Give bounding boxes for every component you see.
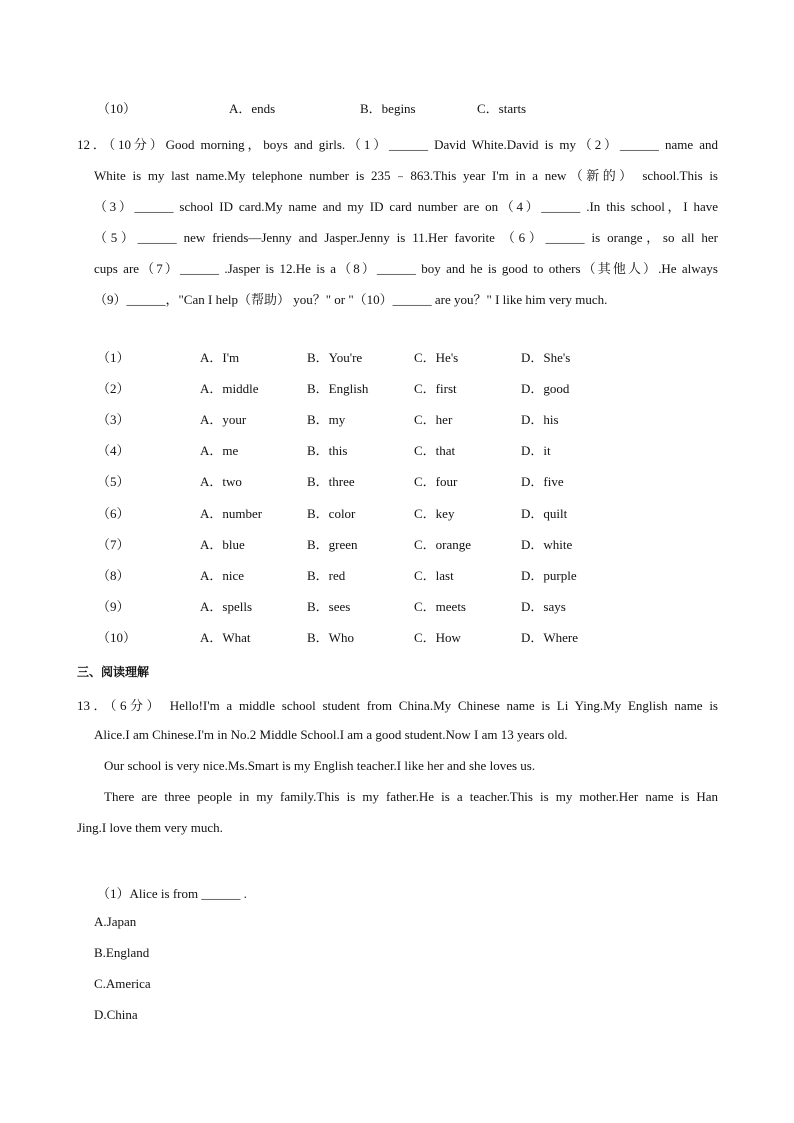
option-number: （10） — [97, 630, 137, 645]
option-c[interactable]: C．He's — [414, 350, 459, 365]
option-number: （6） — [97, 506, 130, 521]
option-a[interactable]: A．me — [200, 443, 239, 458]
q13-line-5: Jing.I love them very much. — [77, 820, 223, 835]
q12-line-5: cups are（7）______ .Jasper is 12.He is a（8）______ boy and he is good to others（其他人）.He always — [94, 261, 718, 276]
option-b[interactable]: B．Who — [307, 630, 354, 645]
option-c[interactable]: C．four — [414, 474, 458, 489]
q12-option-row — [0, 440, 794, 460]
option-a[interactable]: A．middle — [200, 381, 259, 396]
q12-option-row — [0, 534, 794, 554]
option-d[interactable]: D．quilt — [521, 506, 568, 521]
option-number: （4） — [97, 443, 130, 458]
option-d[interactable]: D．five — [521, 474, 564, 489]
q12-option-row — [0, 503, 794, 523]
q12-option-row — [0, 378, 794, 398]
option-a[interactable]: A．blue — [200, 537, 245, 552]
option-b[interactable]: B．my — [307, 412, 346, 427]
q13-sub1-option-c[interactable]: C.America — [94, 976, 151, 991]
q12-line-2: White is my last name.My telephone number is 235﹣863.This year I'm in a new（新的） school.This is — [94, 168, 718, 183]
q13-sub1-option-d[interactable]: D.China — [94, 1007, 138, 1022]
option-a[interactable]: A．What — [200, 630, 251, 645]
q12-option-row — [0, 471, 794, 491]
option-b[interactable]: B．three — [307, 474, 355, 489]
option-c[interactable]: C．first — [414, 381, 457, 396]
option-a[interactable]: A．spells — [200, 599, 253, 614]
q13-sub1-option-b[interactable]: B.England — [94, 945, 150, 960]
q12-line-6: （9）______，"Can I help（帮助） you？" or "（10）______ are you？" I like him very much. — [94, 292, 608, 307]
option-b[interactable]: B．sees — [307, 599, 351, 614]
option-c[interactable]: C．last — [414, 568, 454, 583]
option-c[interactable]: C．meets — [414, 599, 466, 614]
q11-option-a[interactable]: A．ends — [229, 101, 276, 116]
q11-option-b[interactable]: B．begins — [360, 101, 416, 116]
option-b[interactable]: B．English — [307, 381, 369, 396]
option-number: （5） — [97, 474, 130, 489]
q13-sub1-option-a[interactable]: A.Japan — [94, 914, 137, 929]
option-b[interactable]: B．You're — [307, 350, 363, 365]
option-d[interactable]: D．good — [521, 381, 570, 396]
option-number: （9） — [97, 599, 130, 614]
q11-blank-number: （10） — [97, 101, 137, 116]
q12-option-row — [0, 627, 794, 647]
option-d[interactable]: D．white — [521, 537, 573, 552]
option-c[interactable]: C．orange — [414, 537, 472, 552]
q12-line-1: 12．（10分）Good morning，boys and girls.（1）______ David White.David is my（2）______ name and — [77, 137, 718, 152]
option-a[interactable]: A．two — [200, 474, 242, 489]
option-number: （7） — [97, 537, 130, 552]
option-a[interactable]: A．number — [200, 506, 263, 521]
option-number: （2） — [97, 381, 130, 396]
q13-line-2: Alice.I am Chinese.I'm in No.2 Middle School.I am a good student.Now I am 13 years old. — [94, 727, 568, 742]
q13-sub1-question: （1）Alice is from ______ . — [97, 886, 247, 901]
q12-option-row — [0, 596, 794, 616]
option-number: （8） — [97, 568, 130, 583]
q12-line-4: （5）______ new friends—Jenny and Jasper.Jenny is 11.Her favorite （6）______ is orange，so all her — [94, 230, 718, 245]
section-heading-reading: 三、阅读理解 — [77, 665, 150, 679]
option-number: （3） — [97, 412, 130, 427]
option-c[interactable]: C．that — [414, 443, 456, 458]
option-b[interactable]: B．this — [307, 443, 348, 458]
option-d[interactable]: D．She's — [521, 350, 571, 365]
option-c[interactable]: C．key — [414, 506, 455, 521]
q13-line-3: Our school is very nice.Ms.Smart is my English teacher.I like her and she loves us. — [104, 758, 536, 773]
option-a[interactable]: A．nice — [200, 568, 245, 583]
option-d[interactable]: D．purple — [521, 568, 577, 583]
q13-line-1: 13．（6分） Hello!I'm a middle school student from China.My Chinese name is Li Ying.My English name is — [77, 698, 718, 713]
q12-line-3: （3）______ school ID card.My name and my ID card number are on（4）______ .In this school，I have — [94, 199, 718, 214]
q12-option-row — [0, 565, 794, 585]
q13-line-4: There are three people in my family.This is my father.He is a teacher.This is my mother.Her name is Han — [104, 789, 718, 804]
option-d[interactable]: D．says — [521, 599, 566, 614]
option-c[interactable]: C．her — [414, 412, 453, 427]
q11-option-c[interactable]: C．starts — [477, 101, 527, 116]
q12-option-row — [0, 409, 794, 429]
option-d[interactable]: D．his — [521, 412, 559, 427]
option-a[interactable]: A．your — [200, 412, 247, 427]
option-d[interactable]: D．it — [521, 443, 551, 458]
option-c[interactable]: C．How — [414, 630, 461, 645]
option-a[interactable]: A．I'm — [200, 350, 240, 365]
option-b[interactable]: B．color — [307, 506, 356, 521]
option-d[interactable]: D．Where — [521, 630, 579, 645]
option-number: （1） — [97, 350, 130, 365]
q12-option-row — [0, 347, 794, 367]
option-b[interactable]: B．green — [307, 537, 358, 552]
option-b[interactable]: B．red — [307, 568, 346, 583]
